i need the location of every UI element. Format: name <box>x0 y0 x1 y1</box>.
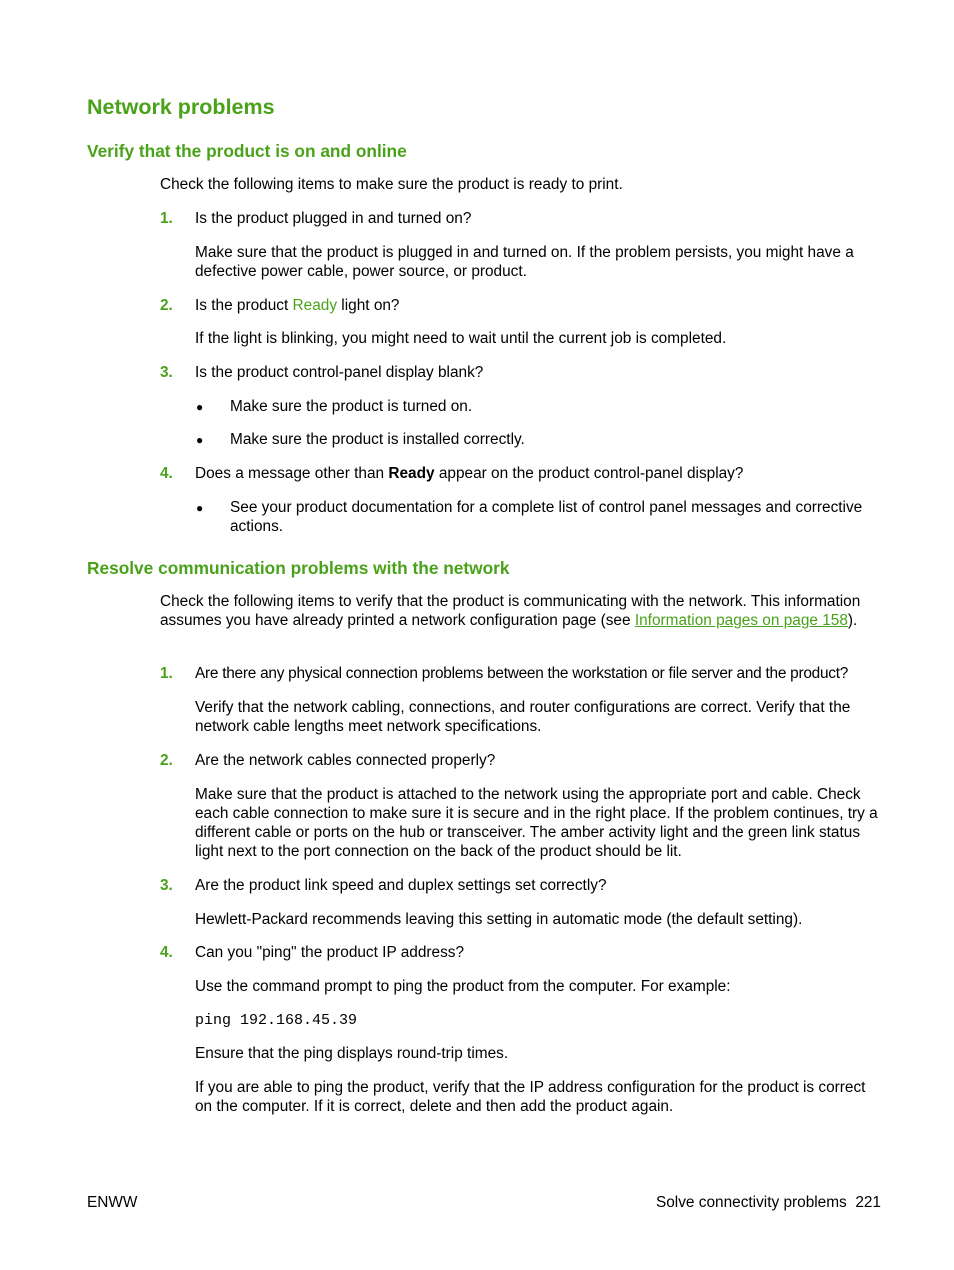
section2-intro <box>160 592 882 630</box>
step-detail: Hewlett-Packard recommends leaving this setting in automatic mode (the default setting). <box>195 911 803 928</box>
step-question: Is the product plugged in and turned on? <box>195 210 472 227</box>
step-detail: Verify that the network cabling, connections, and router configurations are correct. Verify that the network cable lengths meet network specifications. <box>195 699 851 735</box>
step-detail: Ensure that the ping displays round-trip times. <box>195 1045 509 1062</box>
information-pages-link[interactable]: Information pages on page 158 <box>634 612 848 629</box>
step-detail: Make sure that the product is plugged in and turned on. If the problem persists, you might have a defective power cable, power source, or product. <box>195 244 854 280</box>
ready-light-label: Ready <box>292 297 338 314</box>
step-question: Can you "ping" the product IP address? <box>195 944 465 961</box>
section1-intro: Check the following items to make sure the product is ready to print. <box>160 176 623 193</box>
bullet-icon: ● <box>196 400 204 414</box>
step-detail: If you are able to ping the product, verify that the IP address configuration for the product is correct on the computer. If it is correct, delete and then add the product again. <box>195 1079 866 1115</box>
step-question <box>195 296 882 315</box>
page-number: 221 <box>855 1194 881 1211</box>
step-question: Are there any physical connection problems between the workstation or file server and the product? <box>195 665 849 682</box>
step-question: Is the product control-panel display blank? <box>195 364 484 381</box>
step-detail: Use the command prompt to ping the product from the computer. For example: <box>195 978 731 995</box>
bullet-icon: ● <box>196 501 204 515</box>
question-text: Is the product <box>195 297 293 314</box>
section-heading-verify-online: Verify that the product is on and online <box>87 141 407 161</box>
ping-command: ping 192.168.45.39 <box>195 1012 358 1029</box>
section-heading-resolve-network: Resolve communication problems with the network <box>87 558 510 578</box>
question-text: Does a message other than <box>195 465 389 482</box>
step-number: 2. <box>160 752 173 769</box>
step-number: 3. <box>160 877 173 894</box>
footer-left: ENWW <box>87 1194 138 1211</box>
step-detail: If the light is blinking, you might need to wait until the current job is completed. <box>195 330 727 347</box>
step-question: Are the product link speed and duplex settings set correctly? <box>195 877 607 894</box>
step-number: 4. <box>160 944 173 961</box>
step-number: 1. <box>160 210 173 227</box>
question-text: appear on the product control-panel display? <box>434 465 744 482</box>
step-detail: Make sure that the product is attached to the network using the appropriate port and cable. Check each cable connection to make sure it is secure and in the right place. If the problem continues, try a different cable or ports on the hub or transceiver. The amber activity light and the green link status light next to the port connection on the back of the product should be lit. <box>195 786 878 860</box>
question-text: light on? <box>337 297 400 314</box>
ready-message: Ready <box>388 465 435 482</box>
intro-text: ). <box>847 612 858 629</box>
bullet-icon: ● <box>196 433 204 447</box>
step-number: 2. <box>160 297 173 314</box>
step-number: 3. <box>160 364 173 381</box>
step-question <box>195 464 882 483</box>
bullet-item: Make sure the product is installed correctly. <box>230 431 525 448</box>
step-question: Are the network cables connected properly? <box>195 752 496 769</box>
footer-section: Solve connectivity problems <box>655 1194 847 1211</box>
page-title: Network problems <box>87 95 275 119</box>
footer-right <box>656 1193 881 1212</box>
bullet-item: See your product documentation for a complete list of control panel messages and corrective actions. <box>230 499 863 535</box>
step-number: 4. <box>160 465 173 482</box>
step-number: 1. <box>160 665 173 682</box>
bullet-item: Make sure the product is turned on. <box>230 398 473 415</box>
intro-text: Check the following items to verify that the product is communicating with the network. This information assumes you have already printed a network configuration page (see <box>160 593 861 629</box>
